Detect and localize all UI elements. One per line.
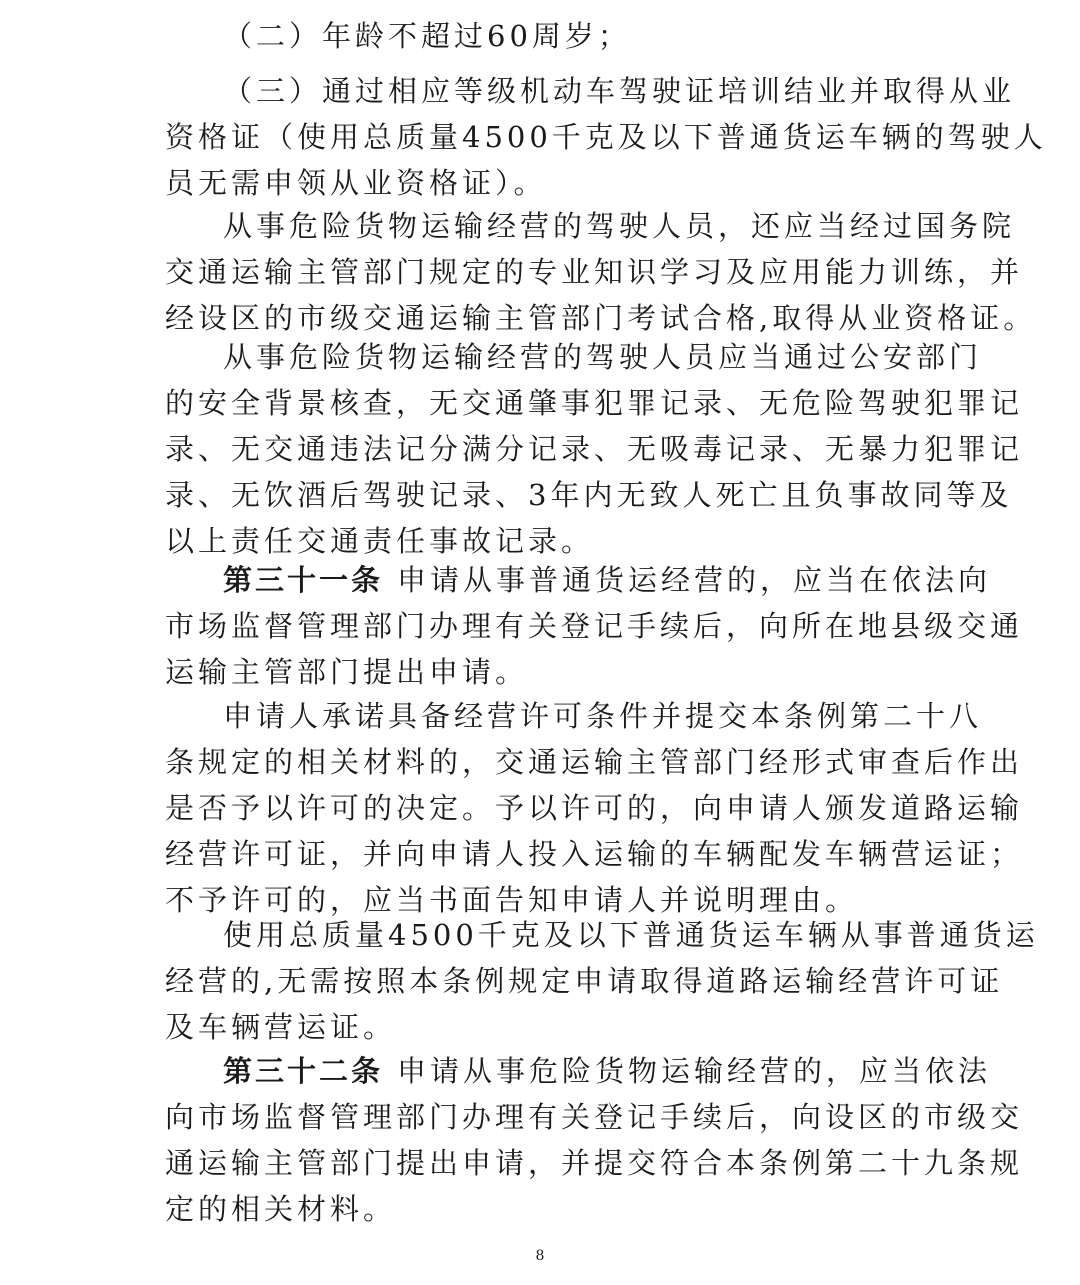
- text-line: 交通运输主管部门规定的专业知识学习及应用能力训练，并: [165, 255, 1024, 289]
- text-line: 及车辆营运证。: [165, 1010, 397, 1044]
- text-line: 从事危险货物运输经营的驾驶人员应当通过公安部门: [223, 340, 983, 374]
- page-number: 8: [535, 1248, 545, 1264]
- text-line: 以上责任交通责任事故记录。: [165, 524, 595, 558]
- paragraph-article-31: [165, 557, 1024, 695]
- text-line: 是否予以许可的决定。予以许可的，向申请人颁发道路运输: [165, 791, 1024, 825]
- paragraph-light-vehicle-exemption: [165, 912, 1039, 1050]
- paragraph-dangerous-goods-drivers: [165, 203, 1037, 341]
- text-line: 录、无饮酒后驾驶记录、3年内无致人死亡且负事故同等及: [165, 478, 1013, 512]
- text-line: 的安全背景核查，无交通肇事犯罪记录、无危险驾驶犯罪记: [165, 386, 1024, 420]
- article-text: 申请从事普通货运经营的，应当在依法向: [397, 563, 992, 597]
- paragraph-age-limit: [165, 13, 925, 59]
- text-line: 运输主管部门提出申请。: [165, 655, 529, 689]
- article-number: 第三十二条: [223, 1054, 384, 1088]
- text-line: （三）通过相应等级机动车驾驶证培训结业并取得从业: [223, 74, 1016, 108]
- text-line: 申请人承诺具备经营许可条件并提交本条例第二十八: [223, 699, 983, 733]
- text-line: [165, 557, 992, 603]
- article-text: 申请从事危险货物运输经营的，应当依法: [397, 1054, 992, 1088]
- text-line: 经设区的市级交通运输主管部门考试合格,取得从业资格证。: [165, 301, 1037, 335]
- text-line: 不予许可的，应当书面告知申请人并说明理由。: [165, 883, 859, 917]
- article-number: 第三十一条: [223, 563, 384, 597]
- paragraph-license-decision: [165, 693, 1024, 923]
- text-line: 经营的,无需按照本条例规定申请取得道路运输经营许可证: [165, 964, 1004, 998]
- text-line: 定的相关材料。: [165, 1192, 397, 1226]
- text-line: 市场监督管理部门办理有关登记手续后，向所在地县级交通: [165, 609, 1024, 643]
- text-line: 录、无交通违法记分满分记录、无吸毒记录、无暴力犯罪记: [165, 432, 1024, 466]
- paragraph-article-32: [165, 1048, 1024, 1232]
- text-line: 经营许可证，并向申请人投入运输的车辆配发车辆营运证；: [165, 837, 1024, 871]
- text-line: 从事危险货物运输经营的驾驶人员，还应当经过国务院: [223, 209, 1016, 243]
- text-line: 通运输主管部门提出申请，并提交符合本条例第二十九条规: [165, 1146, 1024, 1180]
- text-line: 资格证（使用总质量4500千克及以下普通货运车辆的驾驶人: [165, 120, 1047, 154]
- text-line: （二）年龄不超过60周岁；: [223, 19, 631, 53]
- text-line: 使用总质量4500千克及以下普通货运车辆从事普通货运: [223, 918, 1039, 952]
- text-line: 向市场监督管理部门办理有关登记手续后，向设区的市级交: [165, 1100, 1024, 1134]
- paragraph-background-check: [165, 334, 1024, 564]
- paragraph-training-certificate: [165, 68, 1047, 206]
- text-line: [165, 1048, 992, 1094]
- text-line: 员无需申领从业资格证）。: [165, 166, 547, 200]
- text-line: 条规定的相关材料的，交通运输主管部门经形式审查后作出: [165, 745, 1024, 779]
